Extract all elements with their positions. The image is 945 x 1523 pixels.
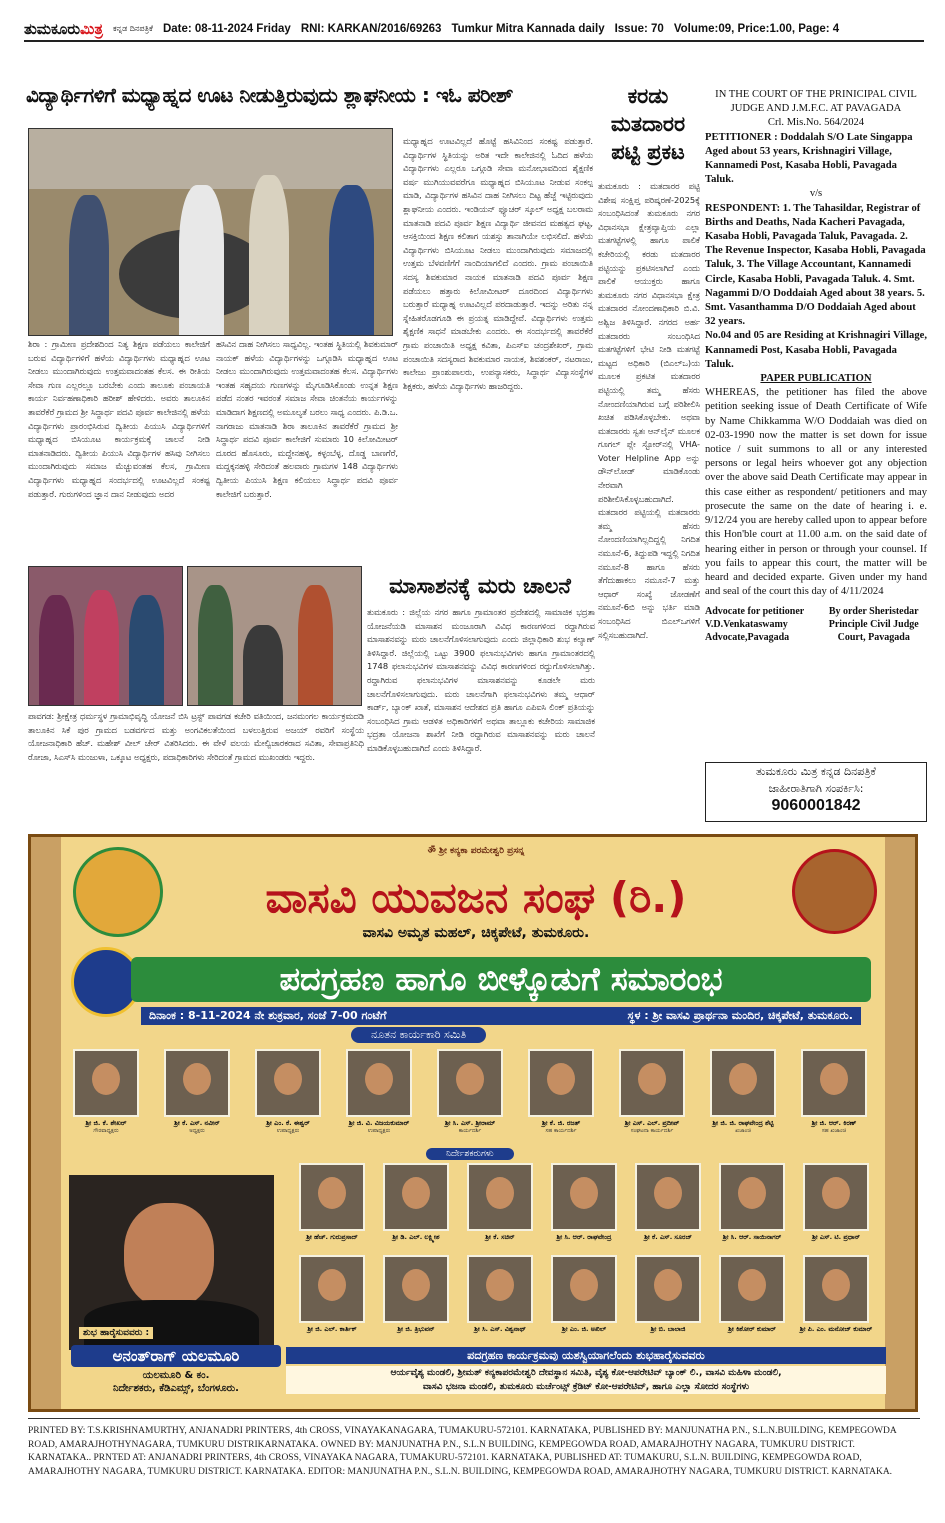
member-card [461, 1163, 539, 1242]
member-photo [467, 1255, 533, 1323]
date-bar [141, 1007, 861, 1025]
member-card [293, 1255, 371, 1334]
versus: v/s [809, 188, 823, 200]
member-role: ಉಪಾಧ್ಯಕ್ಷರು [276, 1128, 300, 1134]
member-name: ಶ್ರೀ ಜಿ. ತ್ರಿಭುವನ್ [397, 1325, 435, 1333]
left-pillar [31, 837, 61, 1409]
issue-number: Issue: 70 [614, 23, 664, 35]
member-name: ಶ್ರೀ ಎಂ. ಕೆ. ಈಶ್ವರ್ [266, 1119, 310, 1127]
story3-caption: ಪಾವಗಡ: ಶ್ರೀಕ್ಷೇತ್ರ ಧರ್ಮಸ್ಥಳ ಗ್ರಾಮಾಭಿವೃದ್ಧಿ ಯೋಜನೆ ಬಿಸಿ ಟ್ರಸ್ಟ್ ಪಾವಗಡ ಕಚೇರಿ ವತಿಯಿಂದ, ಜನಮಂಗಲ ಕಾರ್ಯಕ್ರಮದಡಿ ತಾಲೂಕಿನ ಸಿಕೆ ಪುರ ಗ್ರಾಮದ ಬಡವರ್ಗದ ಮತ್ತು ಅಂಗವಿಕಲತೆಯಿಂದ ಬಳಲುತ್ತಿರುವ ಅಜಯ್ ರವರಿಗೆ ಸಂಸ್ಥೆಯ ಯೋಜನಾಧಿಕಾರಿ ಹೆಚ್. ಮಹೇಶ್ ವೀಲ್ ಚೇರ್ ವಿತರಿಸಿದರು. ಈ ವೇಳೆ ವಲಯ ಮೇಲ್ವಿಚಾರಕರಾದ ಸವಿತಾ, ಸೇವಾಪ್ರತಿನಿಧಿ ರೋಜಾ, ಸಿಎಸ್‌ಸಿ ಮಂಜುಳಾ, ಒಕ್ಕೂಟ ಅಧ್ಯಕ್ಷರು, ಪದಾಧಿಕಾರಿಗಳು ಸೇರಿದಂತೆ ಗ್ರಾಮದ ಮುಖಂಡರು ಇದ್ದರು. [28, 711, 364, 762]
imprint-footer: PRINTED BY: T.S.KRISHNAMURTHY, ANJANADRI PRINTERS, 4th CROSS, VINAYAKANAGARA, TUMAKURU-572101. KARNATAKA, PUBLISHED BY: MANJUNATHA P.N., S.L.N.BUILDING, KEMPEGOWDA ROAD, AMARAJHOTHYNAGARA, TUMKURU DISTRIKARNATAKA. OWNED BY: MANJUNATHA P.N., S.L.N BUILDING, KEMPEGOWDA ROAD, AMARAJHOTHY NAGARA, TUMKURU DISTRICT. KARNATAKA.. PRNTED AT: ANJANADRI PRINTERS, 4th CROSS, VINAYAKA NAGARA, TUMAKURU-572101. KARNATAKA, PUBLISHED AT: TUMAKURU, S.L.N. BUILDING, KEMPEGOWDA ROAD, AMARAJHOTHY NAGARA, TUMKURU DISTRICT. KARNATAKA. EDITOR: MANJUNATHA P.N., S.L.N. BUILDING, KEMPEGOWDA ROAD, AMARAJHOTHY NAGARA, TUMKURU DISTRICT. KARNATAKA. [28, 1426, 897, 1477]
masthead [24, 18, 924, 42]
story2-heading: ಕರಡು ಮತದಾರರ ಪಟ್ಟಿ ಪ್ರಕಟ [610, 84, 686, 164]
story1-headline: ವಿದ್ಯಾರ್ಥಿಗಳಿಗೆ ಮಧ್ಯಾಹ್ನದ ಊಟ ನೀಡುತ್ತಿರುವುದು ಶ್ಲಾಘನೀಯ : ಇಓ ಪರೀಶ್ [26, 83, 513, 107]
org-name: ವಾಸವಿ ಯುವಜನ ಸಂಘ (ರಿ.) [265, 873, 687, 922]
member-photo [528, 1049, 594, 1117]
member-card [545, 1163, 623, 1242]
greet-orgs: ಆರ್ಯವೈಶ್ಯ ಮಂಡಲಿ, ಶ್ರೀಮತ್ ಕನ್ಯಕಾಪರಮೇಶ್ವರಿ ದೇವಸ್ಥಾನ ಸಮಿತಿ, ವೈಶ್ಯ ಕೋ-ಆಪರೇಟಿವ್ ಬ್ಯಾಂಕ್ ಲಿ., ವಾಸವಿ ಮಹಿಳಾ ಮಂಡಲಿ, ವಾಸವಿ ಭಜನಾ ಮಂಡಲಿ, ತುಮಕೂರು ಮರ್ಚೆಂಟ್ಸ್ ಕ್ರೆಡಿಟ್ ಕೋ-ಆಪರೇಟಿವ್, ಹಾಗೂ ಎಲ್ಲಾ ಸೋದರ ಸಂಸ್ಥೆಗಳು [286, 1366, 886, 1394]
directors-title: ನಿರ್ದೇಶಕರುಗಳು [426, 1148, 514, 1160]
member-role: ಗೌರವಾಧ್ಯಕ್ಷರು [93, 1128, 119, 1134]
member-role: ಸಹ ಕಾರ್ಯದರ್ಶಿ [545, 1128, 577, 1134]
member-card [461, 1255, 539, 1334]
member-name: ಶ್ರೀ ಕೆ. ಸಚಿನ್ [485, 1233, 515, 1241]
right-pillar [885, 837, 915, 1409]
member-name: ಶ್ರೀ ಜಿ. ಕೆ. ಶೇಖರ್ [85, 1119, 127, 1127]
residing: No.04 and 05 are Residing at Krishnagiri Village, Kannamedi Post, Kasaba Hobli, Pavagada Taluk. [705, 330, 927, 370]
story1-col3: ಮಧ್ಯಾಹ್ನದ ಊಟವಿಲ್ಲದೆ ಹೊಟ್ಟೆ ಹಸಿವಿನಿಂದ ಸಂಕಷ್ಟ ಪಡುತ್ತಾರೆ. ವಿದ್ಯಾರ್ಥಿಗಳ ಸ್ಥಿತಿಯನ್ನು ಅರಿತ ಇದೇ ಕಾಲೇಜಿನಲ್ಲಿ ಓದಿದ ಹಳೆಯ ವಿದ್ಯಾರ್ಥಿಗಳು ಎಲ್ಲರೂ ಒಗ್ಗೂಡಿ ಸೇವಾ ಮನೋಭಾವದಿಂದ ಶೈಕ್ಷಣಿಕ ವರ್ಷ ಮುಗಿಯುವವರೆಗೂ ಮಧ್ಯಾಹ್ನದ ಬಿಸಿಯೂಟ ನೀಡುವ ಸಂಕಲ್ಪ ಮಾಡಿ, ವಿದ್ಯಾರ್ಥಿಗಳ ಹಸಿವಿನ ದಾಹ ನೀಗಿಸಲು ದಿಟ್ಟ ಹೆಜ್ಜೆ ಇಟ್ಟಿರುವುದು ಶ್ಲಾಘನೀಯ ಎಂದರು. ಇಂಡಿಯನ್ ಫ್ಯೂಚರ್ ಸ್ಕೂಲ್ ಅಧ್ಯಕ್ಷ ಬಲರಾಮ ಮಾತನಾಡಿ ಪದವಿ ಪೂರ್ವ ಶಿಕ್ಷಣ ವಿದ್ಯಾರ್ಥಿ ಜೀವನದ ಮಹತ್ವದ ಘಟ್ಟ, ಆಸಕ್ತಿಯಿಂದ ಶಿಕ್ಷಣ ಕಲಿತಾಗ ಯಶಸ್ಸು ತಾನಾಗಿಯೇ ಲಭಿಸಲಿದೆ. ಹಳೆಯ ವಿದ್ಯಾರ್ಥಿಗಳು ಬಿಸಿಯೂಟ ನೀಡಲು ಮುಂದಾಗಿರುವುದು ಸಮಾಜದಲ್ಲಿ ಉತ್ತಮ ಬೆಳವಣಿಗೆಗೆ ನಾಂದಿಯಾಗಲಿದೆ ಎಂದರು. ಗ್ರಾಮ ಪಂಚಾಯಿತಿ ಸದಸ್ಯ ಶಿವಕುಮಾರ ನಾಯಕ ಮಾತನಾಡಿ ಪದವಿ ಪೂರ್ವ ಶಿಕ್ಷಣ ಪಡೆಯಲು ಹತ್ತಾರು ಕಿಲೋಮೀಟರ್ ದೂರದಿಂದ ವಿದ್ಯಾರ್ಥಿಗಳು ಬರುತ್ತಾರೆ ಮಧ್ಯಾಹ್ನ ಊಟವಿಲ್ಲದೆ ಪರದಾಡುತ್ತಾರೆ. ಇದನ್ನು ಅರಿತು ನನ್ನ ಸ್ನೇಹಿತರೊಡಗೂಡಿ ಈ ಪ್ರಯತ್ನ ಮಾಡಿದ್ದೇವೆ. ವಿದ್ಯಾರ್ಥಿಗಳು ಉತ್ತಮ ಶೈಕ್ಷಣಿಕ ಸಾಧನೆ ಮಾಡಬೇಕು ಎಂದರು. ಈ ಸಂದರ್ಭದಲ್ಲಿ ತಾವರೆಕೆರೆ ಗ್ರಾಮ ಪಂಚಾಯಿತಿ ಅಧ್ಯಕ್ಷ ಕವಿತಾ, ಪಿಎಸ್ಐ ಚಂದ್ರಶೇಖರ್, ಗ್ರಾಮ ಪಂಚಾಯಿತಿ ಸದಸ್ಯರಾದ ಶಿವಕುಮಾರ ನಾಯಕ, ಶಿವಶಂಕರ್, ನಟರಾಜು, ಕಾಲೇಜು ಪ್ರಾಂಶುಪಾಲರು, ಉಪನ್ಯಾಸಕರು, ಸಿದ್ಧಾರ್ಥ ವಿದ್ಯಾಸಂಸ್ಥೆಗಳ ಶಿಕ್ಷಕರು, ಹಳೆಯ ವಿದ್ಯಾರ್ಥಿಗಳು ಹಾಜರಿದ್ದರು. [403, 136, 593, 391]
member-role: ಉಪಾಧ್ಯಕ್ಷರು [367, 1128, 391, 1134]
member-card [545, 1255, 623, 1334]
venue-line: ವಾಸವಿ ಅಮೃತ ಮಹಲ್, ಚಿಕ್ಕಪೇಟೆ, ತುಮಕೂರು. [362, 925, 590, 941]
member-role: ಸಹ ಖಜಾಂಚಿ [821, 1128, 847, 1134]
member-name: ಶ್ರೀ ಕೆ. ಜಿ. ರಜತ್ [541, 1119, 581, 1127]
paper-name: Tumkur Mitra Kannada daily [451, 23, 605, 35]
advocate: Advocate for petitioner V.D.Venkataswamy Advocate,Pavagada [705, 606, 805, 644]
petitioner: PETITIONER : Doddalah S/O Late Singappa Aged about 53 years, Krishnagiri Village, Kannamedi Post, Kasaba Hobli, Pavagada Taluk. [705, 131, 913, 186]
member-photo [467, 1163, 533, 1231]
legal-notice [705, 88, 927, 718]
member-card [613, 1049, 691, 1135]
member-card [629, 1255, 707, 1334]
wisher-label: ಶುಭ ಹಾರೈಸುವವರು : [79, 1327, 153, 1339]
member-photo [383, 1163, 449, 1231]
story1-col1: ಶಿರಾ : ಗ್ರಾಮೀಣ ಪ್ರದೇಶದಿಂದ ನಿತ್ಯ ಶಿಕ್ಷಣ ಪಡೆಯಲು ಕಾಲೇಜಿಗೆ ಬರುವ ವಿದ್ಯಾರ್ಥಿಗಳಿಗೆ ಹಳೆಯ ವಿದ್ಯಾರ್ಥಿಗಳು ಮಧ್ಯಾಹ್ನದ ಊಟ ನೀಡಲು ಮುಂದಾಗಿರುವುದು ಉತ್ತಮವಾದಂತಹ ಕೆಲಸ. ಈ ರೀತಿಯ ಸೇವಾ ಗುಣ ಎಲ್ಲರಲ್ಲೂ ಬರಬೇಕು ಎಂದು ತಾಲೂಕು ಪಂಚಾಯತಿ ಕಾರ್ಯ ನಿರ್ವಹಣಾಧಿಕಾರಿ ಹರೀಶ್ ಹೇಳಿದರು. ಅವರು ತಾಲೂಕಿನ ತಾವರೆಕೆರೆ ಗ್ರಾಮದ ಶ್ರೀ ಸಿದ್ಧಾರ್ಥ ಪದವಿ ಪೂರ್ವ ಕಾಲೇಜಿನಲ್ಲಿ ಹಳೆಯ ವಿದ್ಯಾರ್ಥಿಗಳು ಪ್ರಾರಂಭಿಸಿರುವ ದ್ವಿತೀಯ ಪಿಯುಸಿ ವಿದ್ಯಾರ್ಥಿಗಳಿಗೆ ಮಧ್ಯಾಹ್ನದ ಬಿಸಿಯೂಟ ಕಾರ್ಯಕ್ರಮಕ್ಕೆ ಚಾಲನೆ ನೀಡಿ ಮಾತನಾಡಿದರು. ದ್ವಿತೀಯ ಪಿಯುಸಿ ವಿದ್ಯಾರ್ಥಿಗಳ ಹಸಿವು ನೀಗಿಸಲು ಮುಂದಾಗಿರುವುದು ಸಮಾಜ ಮೆಚ್ಚುವಂತಹ ಕೆಲಸ, ಗ್ರಾಮೀಣ ವಿದ್ಯಾರ್ಥಿಗಳು ಮಧ್ಯಾಹ್ನದ ಸಂದರ್ಭದಲ್ಲಿ ಊಟವಿಲ್ಲದೆ ಸಂಕಷ್ಟ ಪಡುತ್ತಾರೆ. ಗುರುಗಳಿಂದ ಜ್ಞಾನ ದಾನ ನೀಡುವುದು ಅದರ [28, 339, 210, 499]
wisher-name: ಅನಂತ್‌ರಾಗ್ ಯಲಮೂರಿ [71, 1345, 281, 1367]
member-name: ಶ್ರೀ ಡಿ. ಎಲ್. ಲಕ್ಷ್ಮೀಶ [392, 1233, 440, 1241]
member-photo [801, 1049, 867, 1117]
member-role: ಸಂಘಟನಾ ಕಾರ್ಯದರ್ಶಿ [630, 1128, 674, 1134]
member-photo [619, 1049, 685, 1117]
member-name: ಶ್ರೀ ಜಿ. ಜಿ. ರಾಘವೇಂದ್ರ ಶೆಟ್ಟಿ [712, 1119, 774, 1127]
court-order: By order Sheristedar Principle Civil Judge Court, Pavagada [828, 606, 919, 644]
member-card [797, 1255, 875, 1334]
member-name: ಶ್ರೀ ಸಿ. ಎಸ್. ಶ್ರೀರಾಮ್ [444, 1119, 496, 1127]
member-photo [803, 1163, 869, 1231]
deity-image [73, 847, 163, 937]
member-role: ಖಜಾಂಚಿ [735, 1128, 751, 1134]
member-name: ಶ್ರೀ ಕೆ. ಎಸ್. ನವೀನ್ [174, 1119, 220, 1127]
member-card [293, 1163, 371, 1242]
member-photo [164, 1049, 230, 1117]
member-photo [383, 1255, 449, 1323]
notice-body: WHEREAS, the petitioner has filed the above petition seeking issue of Death Certificate of Wife by Name Chikkamma W/O Doddaiah was died on 02-03-1990 now the matter is set down for issue notice / suit summons to all or any interested persons or legal heirs whoever got any objection over the above said Death Certificate may appear in this case either as respondent/ petitioners and may prosecute the same on the date of hearing i. e. 9/12/24 you are hereby called upon to appear before this Hon'ble court at 11.00 a.m. on the said date of hearing either in person or through your counsel. If you fails to appear this court, the matter will be heard and decided exparte. Given under my hand and seal of the court this day of 4/11/2024 [705, 387, 927, 598]
member-photo [719, 1255, 785, 1323]
member-photo [635, 1163, 701, 1231]
member-photo [299, 1255, 365, 1323]
respondent: RESPONDENT: 1. The Tahasildar, Registrar of Births and Deaths, Nada Kacheri Pavagada, Kasaba Hobli, Pavagada Taluk, Pavagada. 2. The Revenue Inspector, Kasaba Hobli, Pavagada Taluk, 3. The Village Accountant, Kannamedi Circle, Kasaba Hobli, Pavagada Taluk. 4. Smt. Nagammi D/O Doddaiah Aged about 38 years. 5. Smt. Vasanthamma D/O Doddaiah Aged about 32 years. [705, 202, 926, 328]
story3-photo-right [187, 566, 362, 706]
story3-photo-left [28, 566, 183, 706]
member-photo [437, 1049, 503, 1117]
story3-body: ತುಮಕೂರು : ಜಿಲ್ಲೆಯ ನಗರ ಹಾಗೂ ಗ್ರಾಮಾಂತರ ಪ್ರದೇಶದಲ್ಲಿ ಸಾಮಾಜಿಕ ಭದ್ರತಾ ಯೋಜನೆಯಡಿ ಮಾಸಾಶನ ಮಂಜೂರಾಗಿ ವಿವಿಧ ಕಾರಣಗಳಿಂದ ರದ್ದಾಗಿರುವ ಮಾಸಾಶನವನ್ನು ಮರು ಚಾಲನೆಗೊಳಿಸಲಾಗುವುದು ಎಂದು ಜಿಲ್ಲಾಧಿಕಾರಿ ಶುಭ ಕಲ್ಯಾಣ್ ತಿಳಿಸಿದ್ದಾರೆ. ಜಿಲ್ಲೆಯಲ್ಲಿ ಒಟ್ಟು 3900 ಫಲಾನುಭವಿಗಳು ಹಾಗೂ ಗ್ರಾಮಾಂತರದಲ್ಲಿ 1748 ಫಲಾನುಭವಿಗಳ ಮಾಸಾಶನವನ್ನು ವಿವಿಧ ಕಾರಣಗಳಿಂದ ರದ್ದುಗೊಳಿಸಲಾಗಿತ್ತು. ರದ್ದಾಗಿರುವ ಫಲಾನುಭವಿಗಳ ಮಾಸಾಶನವನ್ನು ಕೂಡಲೇ ಮರು ಚಾಲನೆಗೊಳಿಸಲಾಗುವುದು. ಮರು ಚಾಲನೆಗಾಗಿ ಫಲಾನುಭವಿಗಳು ತಮ್ಮ ಆಧಾರ್ ಕಾರ್ಡ್, ಬ್ಯಾಂಕ್ ಖಾತೆ, ಮಾಸಾಶನ ಆದೇಶದ ಪ್ರತಿ ಹಾಗೂ ಎಪಿಐಸಿ ಲಿಂಕ್ ಪ್ರತಿಯನ್ನು ಸಂಬಂಧಿಸಿದ ಗ್ರಾಮ ಆಡಳಿತ ಅಧಿಕಾರಿಗಳಿಗೆ ಅಥವಾ ತಾಲ್ಲೂಕು ಕಚೇರಿಯ ಸಾಮಾಜಿಕ ಭದ್ರತಾ ಯೋಜನಾ ಶಾಖೆಗೆ ನೀಡಿ ರದ್ದಾಗಿರುವ ಮಾಸಾಶನವನ್ನು ಮರು ಚಾಲನೆ ಮಾಡಿಕೊಳ್ಳಬಹುದಾಗಿದೆ ಎಂದು ತಿಳಿಸಿದ್ದಾರೆ. [367, 607, 595, 753]
member-name: ಶ್ರೀ ಜಿ. ಆರ್. ಕಿರಣ್ [811, 1119, 857, 1127]
member-name: ಶ್ರೀ ಹೆಚ್. ಗುರುಪ್ರಸಾದ್ [306, 1233, 358, 1241]
rni-number: RNI: KARKAN/2016/69263 [300, 23, 442, 35]
story1-col2: ಹಸಿವಿನ ದಾಹ ನೀಗಿಸಲು ಸಾಧ್ಯವಿಲ್ಲ. ಇಂತಹ ಸ್ಥಿತಿಯಲ್ಲಿ ಶಿವಕುಮಾರ್ ನಾಯಕ್ ಹಳೆಯ ವಿದ್ಯಾರ್ಥಿಗಳನ್ನು ಒಗ್ಗೂಡಿಸಿ ಮಧ್ಯಾಹ್ನದ ಊಟ ನೀಡಲು ಮುಂದಾಗಿರುವುದು ಉತ್ತಮವಾದಂತಹ ಕೆಲಸ. ವಿದ್ಯಾರ್ಥಿಗಳು ಇಂತಹ ಸಹೃದಯ ಗುಣಗಳನ್ನು ಮೈಗೂಡಿಸಿಕೊಂಡು ಉನ್ನತ ಶಿಕ್ಷಣ ಪಡೆದ ನಂತರ ಇವರಂತೆ ಸಮಾಜ ಸೇವಾ ಚಿಂತನೆಯ ಕಾರ್ಯಗಳನ್ನು ಮಾಡಿದಾಗ ಶಿಕ್ಷಣದಲ್ಲಿ ಅಮೂಲ್ಯತೆ ಬರಲು ಸಾಧ್ಯ ಎಂದರು. ಪಿ.ಡಿ.ಒ. ನಾಗರಾಜು ಮಾತನಾಡಿ ಶಿರಾ ತಾಲೂಕಿನ ತಾವರೆಕೆರೆ ಗ್ರಾಮದ ಶ್ರೀ ಸಿದ್ಧಾರ್ಥ ಪದವಿ ಪೂರ್ವ ಕಾಲೇಜಿಗೆ ಸುಮಾರು 10 ಕಿಲೋಮೀಟರ್ ದೂರದ ಹೊಸೂರು, ಮದ್ದೇನಹಳ್ಳಿ, ಕಳ್ಳಂಬೆಳ್ಳ, ದೊಡ್ಡ ಬಾಣಗೆರೆ, ಮದ್ದಕ್ಕನಹಳ್ಳಿ ಸೇರಿದಂತೆ ಹಲವಾರು ಗ್ರಾಮಗಳ 148 ವಿದ್ಯಾರ್ಥಿಗಳು ದ್ವಿತೀಯ ಪಿಯುಸಿ ಶಿಕ್ಷಣ ಕಲಿಯಲು ಸಿದ್ಧಾರ್ಥ ಪದವಿ ಪೂರ್ವ ಕಾಲೇಜಿಗೆ ಬರುತ್ತಾರೆ. [216, 339, 398, 499]
member-card [795, 1049, 873, 1135]
committee-title: ನೂತನ ಕಾರ್ಯಕಾರಿ ಸಮಿತಿ [351, 1027, 486, 1043]
member-name: ಶ್ರೀ ಪಿ. ಎಂ. ಮನೋಜ್ ಕುಮಾರ್ [799, 1325, 873, 1333]
story1-photo [28, 128, 393, 336]
member-name: ಶ್ರೀ ಜಿ. ವಿ. ವಿಜಯಕುಮಾರ್ [348, 1119, 410, 1127]
member-photo [551, 1255, 617, 1323]
court-name: IN THE COURT OF THE PRINICIPAL CIVIL JUDGE AND J.M.F.C. AT PAVAGADA [715, 89, 917, 115]
event-place: ಸ್ಥಳ : ಶ್ರೀ ವಾಸವಿ ಪ್ರಾರ್ಥನಾ ಮಂದಿರ, ಚಿಕ್ಕಪೇಟೆ, ತುಮಕೂರು. [627, 1009, 853, 1022]
member-photo [73, 1049, 139, 1117]
member-name: ಶ್ರೀ ಬಿ. ಬಾಲಾಜಿ [650, 1325, 686, 1333]
member-card [377, 1163, 455, 1242]
ad-box-line1: ತುಮಕೂರು ಮಿತ್ರ ಕನ್ನಡ ದಿನಪತ್ರಿಕೆ [756, 765, 876, 778]
member-name: ಶ್ರೀ ಜಿ. ಎಲ್. ಕಾರ್ತಿಕ್ [307, 1325, 357, 1333]
story3-heading: ಮಾಸಾಶನಕ್ಕೆ ಮರು ಚಾಲನೆ [389, 574, 571, 598]
logo-tagline: ಕನ್ನಡ ದಿನಪತ್ರಿಕೆ [112, 24, 153, 33]
member-card [431, 1049, 509, 1135]
member-role: ಅಧ್ಯಕ್ಷರು [189, 1128, 205, 1134]
member-photo [635, 1255, 701, 1323]
greet-title: ಪದಗ್ರಹಣ ಕಾರ್ಯಕ್ರಮವು ಯಶಸ್ವಿಯಾಗಲೆಂದು ಶುಭಹಾರೈಸುವವರು [286, 1347, 886, 1364]
footer-rule [28, 1418, 920, 1419]
member-card [797, 1163, 875, 1242]
member-photo [710, 1049, 776, 1117]
member-name: ಶ್ರೀ ಎಂ. ಜಿ. ಅಖಿಲ್ [561, 1325, 607, 1333]
volume-price-page: Volume:09, Price:1.00, Page: 4 [673, 23, 840, 35]
ad-box-line2: ಜಾಹೀರಾತಿಗಾಗಿ ಸಂಪರ್ಕಿಸಿ: [768, 782, 864, 795]
issue-date: Date: 08-11-2024 Friday [162, 23, 291, 35]
member-role: ಕಾರ್ಯದರ್ಶಿ [458, 1128, 482, 1134]
newspaper-logo: ತುಮಕೂರುಮಿತ್ರ [24, 20, 103, 38]
member-photo [255, 1049, 321, 1117]
member-photo [346, 1049, 412, 1117]
member-name: ಶ್ರೀ ಕೆ. ಎಸ್. ಸೂರಜ್ [644, 1233, 692, 1241]
case-number: Crl. Mis.No. 564/2024 [767, 117, 865, 129]
member-card [340, 1049, 418, 1135]
member-card [249, 1049, 327, 1135]
member-name: ಶ್ರೀ ಸಿ. ಆರ್. ರಾಘವೇಂದ್ರ [556, 1233, 612, 1241]
member-card [713, 1163, 791, 1242]
member-card [67, 1049, 145, 1135]
member-card [704, 1049, 782, 1135]
member-photo [551, 1163, 617, 1231]
om-line: ॐ ಶ್ರೀ ಕನ್ಯಕಾ ಪರಮೇಶ್ವರಿ ಪ್ರಸನ್ನ [427, 846, 525, 856]
member-photo [299, 1163, 365, 1231]
member-photo [803, 1255, 869, 1323]
member-card [522, 1049, 600, 1135]
member-name: ಶ್ರೀ ಎಸ್. ಟಿ. ಪ್ರಧಾನ್ [811, 1233, 861, 1241]
member-card [158, 1049, 236, 1135]
member-card [377, 1255, 455, 1334]
advertise-box [705, 762, 927, 822]
guru-image [792, 849, 877, 934]
event-title: ಪದಗ್ರಹಣ ಹಾಗೂ ಬೀಳ್ಕೊಡುಗೆ ಸಮಾರಂಭ [131, 957, 871, 1002]
member-card [629, 1163, 707, 1242]
member-name: ಶ್ರೀ ಕಿಶೋರ್ ಕುಮಾರ್ [728, 1325, 776, 1333]
member-name: ಶ್ರೀ ಎಸ್. ಎಲ್. ಪ್ರದೀಪ್ [624, 1119, 680, 1127]
wisher-photo [69, 1175, 274, 1350]
publication-title: PAPER PUBLICATION [760, 373, 872, 385]
vasavi-advertisement [28, 834, 918, 1412]
wisher-company: ಯಲಮೂರಿ & ಕಂ. ನಿರ್ದೇಶಕರು, ಕೆಡಿಎಮ್ಸ್, ಬೆಂಗಳೂರು. [113, 1370, 239, 1394]
ad-box-phone: 9060001842 [771, 797, 861, 814]
member-card [713, 1255, 791, 1334]
story2-body: ತುಮಕೂರು : ಮತದಾರರ ಪಟ್ಟಿ ವಿಶೇಷ ಸಂಕ್ಷಿಪ್ತ ಪರಿಷ್ಕರಣೆ-2025ಕ್ಕೆ ಸಂಬಂಧಿಸಿದಂತೆ ತುಮಕೂರು ನಗರ ವಿಧಾನಸಭಾ ಕ್ಷೇತ್ರವ್ಯಾಪ್ತಿಯ ಎಲ್ಲಾ ಮತಗಟ್ಟೆಗಳಲ್ಲಿ ಹಾಗೂ ಪಾಲಿಕೆ ಕಚೇರಿಯಲ್ಲಿ ಕರಡು ಮತದಾರರ ಪಟ್ಟಿಯನ್ನು ಪ್ರಕಟಿಸಲಾಗಿದೆ ಎಂದು ಪಾಲಿಕೆ ಆಯುಕ್ತರು ಹಾಗೂ ತುಮಕೂರು ನಗರ ವಿಧಾನಸಭಾ ಕ್ಷೇತ್ರ ಮತದಾರರ ನೋಂದಣಾಧಿಕಾರಿ ಬಿ.ವಿ. ಅಶ್ವಿಜ ತಿಳಿಸಿದ್ದಾರೆ. ನಗರದ ಅರ್ಹ ಮತದಾರರು ಸಂಬಂಧಿಸಿದ ಮತಗಟ್ಟೆಗಳಿಗೆ ಭೇಟಿ ನೀಡಿ ಮತಗಟ್ಟೆ ಮಟ್ಟದ ಅಧಿಕಾರಿ (ಬಿಎಲ್ಒ)ಯ ಮೂಲಕ ಪ್ರಕಟಿತ ಮತದಾರರ ಪಟ್ಟಿಯಲ್ಲಿ ತಮ್ಮ ಹೆಸರು ನೋಂದಣಿಯಾಗಿರುವ ಬಗ್ಗೆ ಪರಿಶೀಲಿಸಿ ಖಚಿತ ಪಡಿಸಿಕೊಳ್ಳಬೇಕು. ಅಥವಾ ಮತದಾರರು ಸ್ವತಃ ಆನ್‌ಲೈನ್ ಮೂಲಕ ಗೂಗಲ್ ಪ್ಲೇ ಸ್ಟೋರ್‌ನಲ್ಲಿ VHA-Voter Helpline App ಅನ್ನು ಡೌನ್‌ಲೋಡ್ ಮಾಡಿಕೊಂಡು ನೇರವಾಗಿ ಪರಿಶೀಲಿಸಿಕೊಳ್ಳಬಹುದಾಗಿದೆ. ಮತದಾರರ ಪಟ್ಟಿಯಲ್ಲಿ ಮತದಾರರು ತಮ್ಮ ಹೆಸರು ನೋಂದಣಿಯಾಗಿಲ್ಲದಿದ್ದಲ್ಲಿ ನಿಗದಿತ ನಮೂನೆ-6, ತಿದ್ದುಪಡಿ ಇದ್ದಲ್ಲಿ ನಿಗದಿತ ನಮೂನೆ-8 ಹಾಗೂ ಹೆಸರು ತೆಗೆದುಹಾಕಲು ನಮೂನೆ-7 ಮತ್ತು ಆಧಾರ್ ಸಂಖ್ಯೆ ಜೋಡಣೆಗೆ ನಮೂನೆ-6ಬಿ ಅನ್ನು ಭರ್ತಿ ಮಾಡಿ ಸಂಬಂಧಿಸಿದ ಬಿಎಲ್ಒಗಳಿಗೆ ಸಲ್ಲಿಸಬಹುದಾಗಿದೆ. [598, 181, 700, 640]
member-name: ಶ್ರೀ ಸಿ. ಆರ್. ಸಾಯಿನಾಗರ್ [722, 1233, 782, 1241]
member-name: ಶ್ರೀ ಸಿ. ಎಸ್. ವಿಶ್ವನಾಥ್ [474, 1325, 526, 1333]
event-date: ದಿನಾಂಕ : 8-11-2024 ನೇ ಶುಕ್ರವಾರ, ಸಂಜೆ 7-00 ಗಂಟೆಗೆ [149, 1009, 387, 1022]
member-photo [719, 1163, 785, 1231]
